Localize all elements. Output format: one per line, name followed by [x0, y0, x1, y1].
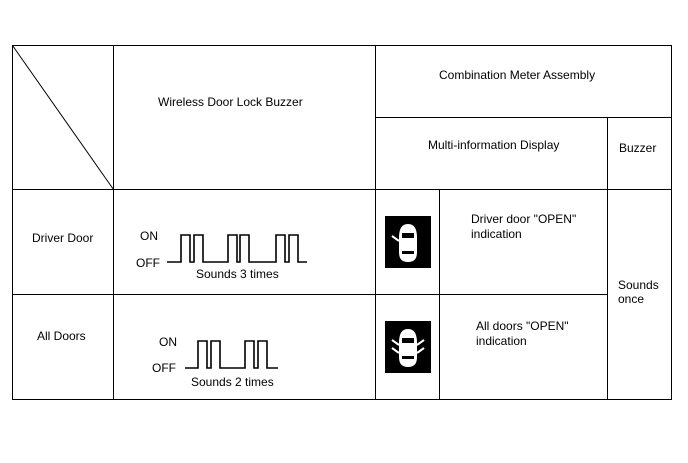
pulse-waveform-driver [167, 235, 307, 262]
indication-text-line2: indication [476, 334, 527, 348]
header-multi-info-display: Multi-information Display [428, 138, 560, 152]
row-label-driver-door: Driver Door [32, 231, 94, 245]
header-buzzer: Buzzer [619, 141, 657, 155]
indication-text-line2: indication [471, 227, 522, 241]
car-all-doors-open-icon [385, 321, 431, 373]
sound-count-text: Sounds 3 times [196, 267, 279, 281]
waveform-on-label: ON [159, 335, 177, 349]
waveform-on-label: ON [140, 229, 158, 243]
header-combination-meter: Combination Meter Assembly [439, 68, 596, 82]
indication-text-line1: Driver door "OPEN" [471, 212, 577, 226]
row-label-all-doors: All Doors [37, 329, 86, 343]
buzzer-result-line2: once [618, 292, 645, 306]
car-driver-door-open-icon [385, 216, 431, 268]
indication-text-line1: All doors "OPEN" [476, 319, 569, 333]
waveform-off-label: OFF [136, 256, 160, 270]
waveform-off-label: OFF [152, 361, 176, 375]
sound-count-text: Sounds 2 times [191, 375, 274, 389]
header-wireless-buzzer: Wireless Door Lock Buzzer [158, 95, 303, 109]
corner-diagonal [13, 46, 114, 190]
buzzer-result-line1: Sounds [618, 278, 659, 292]
pulse-waveform-all [185, 341, 278, 368]
